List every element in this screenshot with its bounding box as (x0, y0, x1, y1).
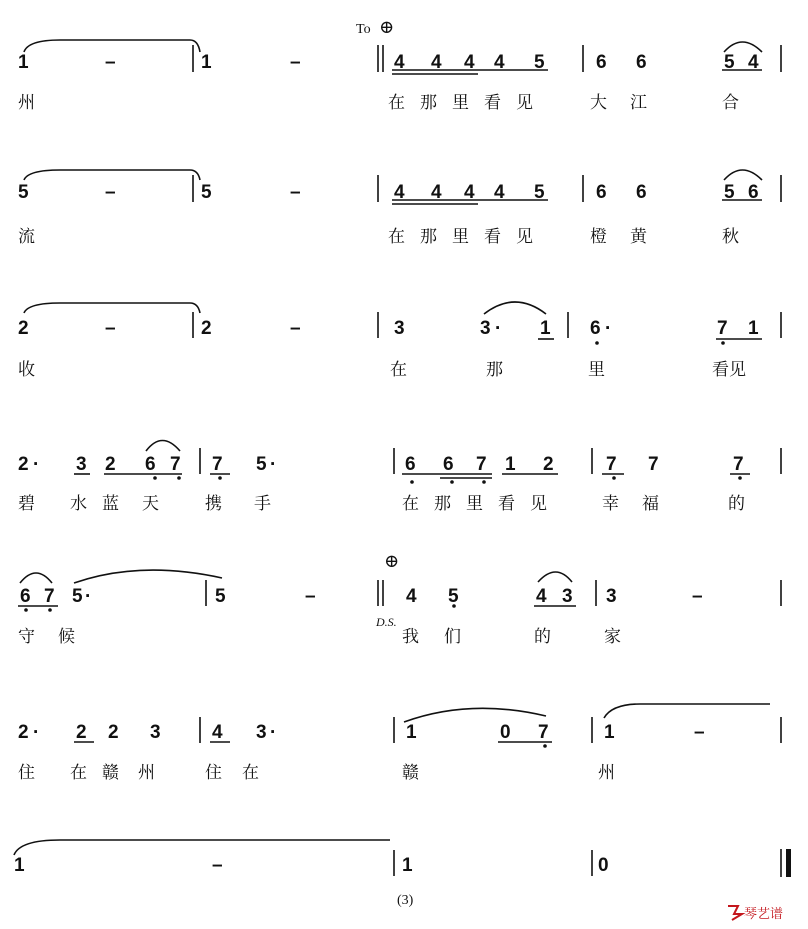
note: 6 (596, 182, 607, 203)
note: 7 (606, 454, 617, 475)
note: 1 (402, 855, 413, 876)
note: 4 (394, 182, 405, 203)
low-octave-dot (177, 476, 181, 480)
slur-arc (484, 302, 546, 314)
note: 1 (201, 52, 212, 73)
lyric: 幸 (602, 494, 619, 514)
lyric: 里 (452, 93, 469, 113)
note: 1 (14, 855, 25, 876)
note: 7 (476, 454, 487, 475)
low-octave-dot (218, 476, 222, 480)
coda-icon: ⊕ (384, 551, 400, 571)
lyric: 手 (254, 494, 271, 514)
note: 6 (20, 586, 31, 607)
slur-arc (538, 572, 572, 582)
page-number: (3) (397, 893, 414, 908)
note: 3 (76, 454, 87, 475)
note: 7 (717, 318, 728, 339)
lyric: 见 (530, 494, 547, 514)
low-octave-dot (24, 608, 28, 612)
note: 3 (394, 318, 405, 339)
slur-arc (724, 42, 762, 52)
lyric: 流 (18, 227, 35, 247)
lyric: 州 (138, 763, 155, 783)
lyric: 福 (642, 494, 659, 514)
tie-arc (604, 704, 770, 718)
slur-arc (724, 170, 762, 180)
low-octave-dot (721, 341, 725, 345)
lyric: 州 (18, 93, 35, 113)
note: 5 (18, 182, 29, 203)
note: 1 (406, 722, 417, 743)
slur-arc (146, 441, 180, 452)
note: – (692, 586, 703, 607)
note: 4 (748, 52, 759, 73)
tie-arc (24, 303, 200, 313)
note: 5 (256, 454, 267, 475)
lyric: 看见 (712, 360, 746, 380)
lyric: 橙 (590, 227, 607, 247)
lyric: 见 (516, 93, 533, 113)
slur-arc (20, 573, 52, 583)
lyric: 州 (598, 763, 615, 783)
note: 6 (145, 454, 156, 475)
note: 2 (201, 318, 212, 339)
note: 6 (590, 318, 601, 339)
note: 7 (648, 454, 659, 475)
low-octave-dot (738, 476, 742, 480)
note: 7 (212, 454, 223, 475)
lyric: 碧 (18, 494, 35, 514)
note: 5 (724, 182, 735, 203)
note: 6 (443, 454, 454, 475)
note: – (105, 318, 116, 339)
low-octave-dot (595, 341, 599, 345)
note: 4 (494, 182, 505, 203)
lyric: 看 (498, 494, 515, 514)
note: 7 (733, 454, 744, 475)
note: 3 (150, 722, 161, 743)
lyric: 天 (142, 494, 159, 514)
lyric: 那 (420, 93, 437, 113)
note: 3 (606, 586, 617, 607)
note: 1 (748, 318, 759, 339)
lyric: 赣 (402, 763, 419, 783)
lyric: 在 (242, 763, 259, 783)
lyric: 收 (18, 360, 35, 380)
lyric: 看 (484, 227, 501, 247)
lyric: 里 (588, 360, 605, 380)
lyric: 在 (388, 93, 405, 113)
note: 4 (464, 182, 475, 203)
to-coda-label: To (356, 22, 371, 37)
note: 2 (18, 318, 29, 339)
lyric: 住 (205, 763, 222, 783)
note: 4 (494, 52, 505, 73)
note: 5 (534, 182, 545, 203)
lyric: 水 (70, 494, 87, 514)
note: 0 (598, 855, 609, 876)
lyric: 秋 (722, 227, 739, 247)
tie-arc (24, 170, 200, 180)
lyric: 的 (728, 494, 745, 514)
note: 4 (431, 182, 442, 203)
lyric: 见 (516, 227, 533, 247)
note: – (694, 722, 705, 743)
note: 4 (464, 52, 475, 73)
note: 2 (18, 454, 29, 475)
note: · (270, 722, 277, 743)
note: 7 (170, 454, 181, 475)
lyric: 我 (402, 627, 419, 647)
note: 3 (256, 722, 267, 743)
note: 5 (215, 586, 226, 607)
lyric: 看 (484, 93, 501, 113)
coda-icon: ⊕ (379, 17, 395, 37)
dal-segno-label: D.S. (376, 615, 397, 629)
lyric: 那 (486, 360, 503, 380)
note: – (305, 586, 316, 607)
note: · (33, 454, 40, 475)
tie-arc (24, 40, 200, 52)
note: 2 (105, 454, 116, 475)
low-octave-dot (482, 480, 486, 484)
note: 5 (72, 586, 83, 607)
note: · (85, 586, 92, 607)
note: 4 (394, 52, 405, 73)
note: 2 (76, 722, 87, 743)
note: · (270, 454, 277, 475)
note: – (290, 182, 301, 203)
note: 5 (534, 52, 545, 73)
note: – (105, 52, 116, 73)
note: 1 (604, 722, 615, 743)
logo-mark-icon (728, 906, 742, 920)
note: 6 (748, 182, 759, 203)
slur-arc (74, 570, 222, 583)
note: 3 (562, 586, 573, 607)
lyric: 住 (18, 763, 35, 783)
final-barline-thick (786, 849, 791, 877)
note: 6 (596, 52, 607, 73)
lyric: 在 (70, 763, 87, 783)
lyric: 蓝 (102, 494, 119, 514)
note: 7 (44, 586, 55, 607)
lyric: 那 (434, 494, 451, 514)
lyric: 里 (452, 227, 469, 247)
note: 7 (538, 722, 549, 743)
lyric: 候 (58, 627, 75, 647)
note: 5 (448, 586, 459, 607)
note: 5 (201, 182, 212, 203)
lyric: 在 (388, 227, 405, 247)
low-octave-dot (153, 476, 157, 480)
note: · (33, 722, 40, 743)
lyric: 大 (590, 93, 607, 113)
note: 2 (108, 722, 119, 743)
low-octave-dot (543, 744, 547, 748)
lyric: 守 (18, 627, 35, 647)
lyric: 在 (402, 494, 419, 514)
note: 1 (505, 454, 516, 475)
low-octave-dot (612, 476, 616, 480)
note: 4 (406, 586, 417, 607)
lyric: 黄 (630, 227, 647, 247)
lyric: 赣 (102, 763, 119, 783)
note: 5 (724, 52, 735, 73)
note: – (290, 52, 301, 73)
tie-arc (14, 840, 390, 855)
note: 0 (500, 722, 511, 743)
note: 4 (212, 722, 223, 743)
note: 6 (405, 454, 416, 475)
logo-text: 琴艺谱 (744, 907, 784, 922)
lyric: 们 (444, 627, 461, 647)
lyric: 江 (630, 93, 647, 113)
lyric: 那 (420, 227, 437, 247)
note: – (105, 182, 116, 203)
lyric: 里 (466, 494, 483, 514)
lyric: 在 (390, 360, 407, 380)
lyric: 家 (604, 627, 621, 647)
note: · (605, 318, 612, 339)
note: – (212, 855, 223, 876)
note: 1 (540, 318, 551, 339)
slur-arc (404, 708, 546, 722)
note: · (495, 318, 502, 339)
note: – (290, 318, 301, 339)
note: 6 (636, 52, 647, 73)
note: 6 (636, 182, 647, 203)
lyric: 合 (722, 93, 739, 113)
low-octave-dot (410, 480, 414, 484)
lyric: 携 (205, 494, 222, 514)
lyric: 的 (534, 627, 551, 647)
note: 4 (536, 586, 547, 607)
site-logo (728, 906, 783, 922)
low-octave-dot (48, 608, 52, 612)
note: 3 (480, 318, 491, 339)
note: 1 (18, 52, 29, 73)
note: 2 (543, 454, 554, 475)
note: 4 (431, 52, 442, 73)
note: 2 (18, 722, 29, 743)
low-octave-dot (450, 480, 454, 484)
